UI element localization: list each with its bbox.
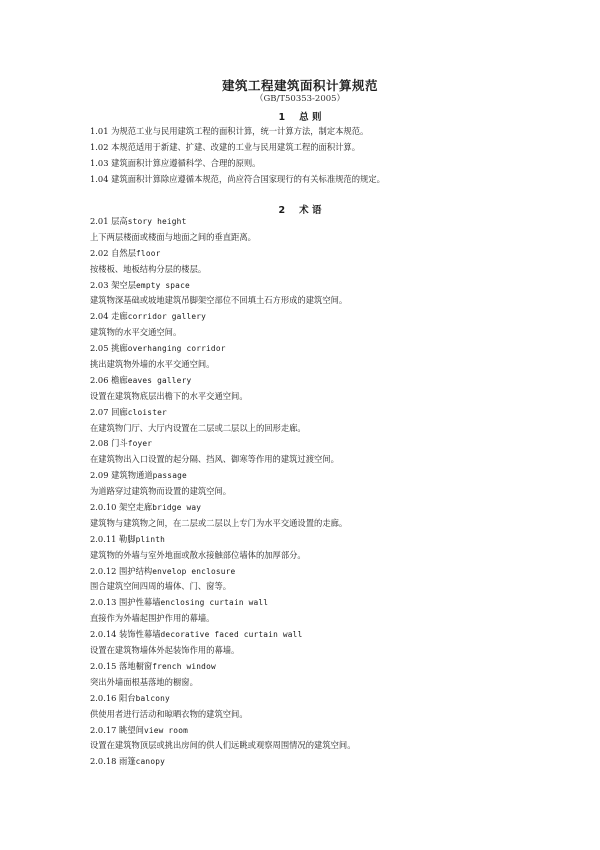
term-definition: 直接作为外墙起围护作用的幕墙。 [90,613,215,624]
term-definition: 建筑物深基础或坡地建筑吊脚架空部位不回填土石方形成的建筑空间。 [90,295,348,306]
term-name-zh: 落地橱窗 [119,660,153,671]
term-name-zh: 层高 [111,216,128,226]
term-heading [90,373,530,389]
term-name-en: overhanging corridor [127,344,226,354]
paragraph: 1.01 为规范工业与民用建筑工程的面积计算，统一计算方法，制定本规范。 [90,126,369,136]
term-name-zh: 围护结构 [119,565,153,576]
term-name-en: enclosing curtain wall [160,598,269,608]
term-heading [90,278,530,294]
term-name-en: story height [127,217,187,226]
term-code: 2.07 [90,406,109,417]
term-name-en: floor [136,248,161,258]
term-code: 2.08 [90,438,109,449]
term-name-zh: 架空走廊 [119,502,153,513]
term-name-en: balcony [135,693,170,703]
term-code: 2.0.17 [90,724,117,735]
term-name-en: envelop enclosure [152,566,236,576]
document-title: 建筑工程建筑面积计算规范 [221,78,378,93]
term-code: 2.03 [90,279,109,290]
term-heading [90,723,530,739]
term-code: 2.0.12 [90,565,117,576]
term-code: 2.04 [90,311,109,322]
section-1-title: 总 则 [299,112,322,123]
term-name-zh: 围护性幕墙 [119,597,161,608]
term-code: 2.0.18 [90,756,117,767]
term-name-zh: 走廊 [111,311,128,322]
term-definition: 建筑物的外墙与室外地面或散水接触部位墙体的加厚部分。 [90,549,306,560]
term-name-zh: 装饰性幕墙 [119,629,161,640]
term-name-zh: 挑廊 [111,343,128,354]
term-code: 2.0.11 [90,533,117,544]
term-name-zh: 建筑物通道 [111,470,153,481]
term-list [90,214,530,770]
term-name-zh: 阳台 [119,692,136,703]
term-heading [90,405,530,421]
term-code: 2.02 [90,247,109,258]
term-definition: 在建筑物出入口设置的起分隔、挡风、御寒等作用的建筑过渡空间。 [90,454,339,465]
term-heading [90,564,530,580]
section-2-title: 术 语 [299,205,322,216]
term-name-en: passage [152,471,187,481]
term-code: 2.05 [90,343,109,354]
term-name-zh: 自然层 [111,247,137,258]
term-code: 2.0.15 [90,660,117,671]
term-name-zh: 回廊 [111,406,128,417]
term-definition: 按楼板、地板结构分层的楼层。 [90,263,207,274]
term-name-en: view room [143,725,188,735]
term-heading [90,214,530,230]
term-name-zh: 雨篷 [119,756,136,767]
term-name-en: bridge way [152,503,202,513]
term-code: 2.01 [90,216,109,226]
term-name-en: foyer [127,439,153,449]
term-heading [90,309,530,325]
term-definition: 围合建筑空间四周的墙体、门、窗等。 [90,581,232,592]
term-heading [90,691,530,707]
term-name-zh: 勒脚 [119,533,136,544]
term-name-en: french window [152,661,216,671]
term-definition: 设置在建筑物墙体外起装饰作用的幕墙。 [90,645,240,656]
term-definition: 建筑物与建筑物之间，在二层或二层以上专门为水平交通设置的走廊。 [90,517,348,528]
term-code: 2.0.16 [90,692,117,703]
term-heading [90,627,530,643]
term-heading [90,532,530,548]
term-heading [90,595,530,611]
paragraph: 1.03 建筑面积计算应遵循科学、合理的原则。 [90,158,261,168]
term-definition: 供使用者进行活动和晾晒衣物的建筑空间。 [90,708,248,719]
term-definition: 在建筑物门厅、大厅内设置在二层或二层以上的回形走廊。 [90,422,306,433]
section-1-number: 1 [278,112,286,123]
term-heading [90,500,530,516]
term-name-zh: 眺望间 [119,724,144,735]
term-name-en: plinth [135,534,166,544]
term-heading [90,754,530,770]
document-subtitle: （GB/T50353-2005） [254,94,346,104]
term-definition: 设置在建筑物顶层或挑出房间的供人们远眺或观察周围情况的建筑空间。 [90,740,356,751]
term-definition: 设置在建筑物底层出檐下的水平交通空间。 [90,390,248,401]
term-name-en: empty space [136,280,190,290]
term-code: 2.0.10 [90,502,117,513]
term-definition: 挑出建筑物外墙的水平交通空间。 [90,359,215,370]
term-heading [90,468,530,484]
section-2-number: 2 [278,205,286,216]
section-1-heading [0,109,600,123]
term-name-zh: 檐廊 [111,374,128,385]
paragraph: 1.02 本规范适用于新建、扩建、改建的工业与民用建筑工程的面积计算。 [90,142,361,152]
term-code: 2.06 [90,374,109,385]
term-name-en: cloister [127,407,167,417]
section-1-paragraphs [90,123,530,187]
term-heading [90,341,530,357]
term-name-en: decorative faced curtain wall [160,630,303,640]
term-code: 2.09 [90,470,109,481]
term-heading [90,436,530,452]
term-heading [90,659,530,675]
term-name-en: canopy [135,757,166,767]
term-heading [90,246,530,262]
term-name-zh: 架空层 [111,279,137,290]
term-code: 2.0.14 [90,629,117,640]
term-definition: 突出外墙面根基落地的橱窗。 [90,676,198,687]
term-definition: 上下两层楼面或楼面与地面之间的垂直距离。 [90,231,256,242]
paragraph: 1.04 建筑面积计算除应遵循本规范，尚应符合国家现行的有关标准规范的规定。 [90,174,385,184]
term-name-zh: 门斗 [111,438,128,449]
term-name-en: eaves gallery [127,375,192,385]
term-definition: 为道路穿过建筑物而设置的建筑空间。 [90,486,232,497]
term-name-en: corridor gallery [127,312,207,322]
term-definition: 建筑物的水平交通空间。 [90,327,182,338]
term-code: 2.0.13 [90,597,117,608]
